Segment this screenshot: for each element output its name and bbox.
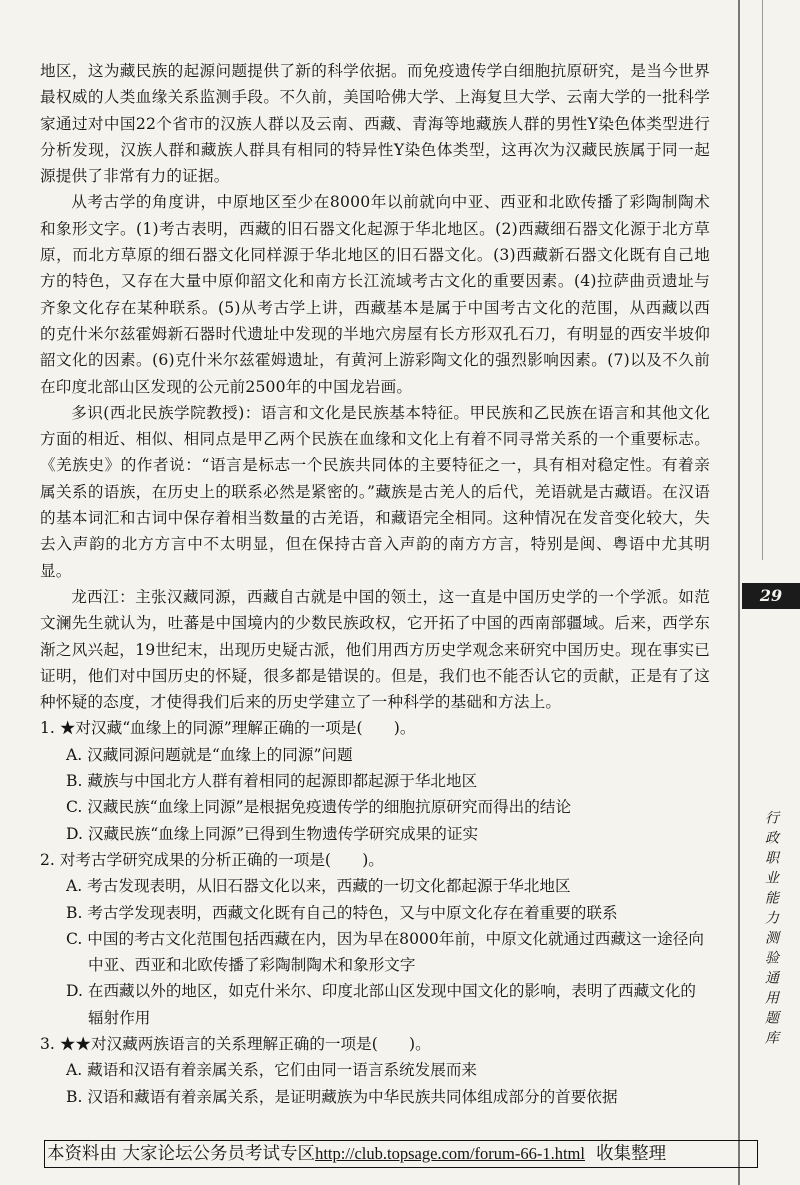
option-d: D. 在西藏以外的地区，如克什米尔、印度北部山区发现中国文化的影响，表明了西藏文化的辐射作用	[66, 982, 697, 1027]
page-number-tab: 29	[742, 583, 800, 609]
question-1	[40, 715, 710, 846]
option-a: A. 汉藏同源问题就是“血缘上的同源”问题	[66, 745, 353, 764]
question-stem: 2. 对考古学研究成果的分析正确的一项是( )。	[40, 850, 384, 869]
paragraph-2: 从考古学的角度讲，中原地区至少在8000年以前就向中亚、西亚和北欧传播了彩陶制陶术和象形文字。(1)考古表明，西藏的旧石器文化起源于华北地区。(2)西藏细石器文化源于北方草原，而北方草原的细石器文化同样源于华北地区的旧石器文化。(3)西藏新石器文化既有自己地方的特色，又存在大量中原仰韶文化和南方长江流域考古文化的重要因素。(4)拉萨曲贡遗址与齐象文化存在某种联系。(5)从考古学上讲，西藏基本是属于中国考古文化的范围，从西藏以西的克什米尔兹霍姆新石器时代遗址中发现的半地穴房屋有长方形双孔石刀，有明显的西安半坡仰韶文化的因素。(6)克什米尔兹霍姆遗址，有黄河上游彩陶文化的强烈影响因素。(7)以及不久前在印度北部山区发现的公元前2500年的中国龙岩画。	[40, 193, 710, 396]
text-column	[40, 58, 710, 1110]
option-b: B. 藏族与中国北方人群有着相同的起源即都起源于华北地区	[66, 772, 478, 791]
paragraph-1: 地区，这为藏民族的起源问题提供了新的科学依据。而免疫遗传学白细胞抗原研究，是当今世界最权威的人类血缘关系监测手段。不久前，美国哈佛大学、上海复旦大学、云南大学的一批科学家通过对中国22个省市的汉族人群以及云南、西藏、青海等地藏族人群的男性Y染色体类型进行分析发现，汉族人群和藏族人群具有相同的特异性Y染色体类型，这再次为汉藏民族属于同一起源提供了非常有力的证据。	[40, 62, 710, 186]
option-d: D. 汉藏民族“血缘上同源”已得到生物遗传学研究成果的证实	[66, 824, 479, 843]
footer-banner	[44, 1140, 758, 1168]
question-3	[40, 1031, 710, 1110]
option-b: B. 汉语和藏语有着亲属关系，是证明藏族为中华民族共同体组成部分的首要依据	[66, 1087, 618, 1106]
page-edge-line-inner	[762, 0, 763, 560]
option-a: A. 藏语和汉语有着亲属关系，它们由同一语言系统发展而来	[66, 1061, 478, 1080]
footer-prefix: 本资料由 大家论坛公务员考试专区	[47, 1144, 316, 1164]
paragraph-3: 多识(西北民族学院教授)：语言和文化是民族基本特征。甲民族和乙民族在语言和其他文化方面的相近、相似、相同点是甲乙两个民族在血缘和文化上有着不同寻常关系的一个重要标志。《羌族史》的作者说：“语言是标志一个民族共同体的主要特征之一，具有相对稳定性。有着亲属关系的语族，在历史上的联系必然是紧密的。”藏族是古羌人的后代，羌语就是古藏语。在汉语的基本词汇和古词中保存着相当数量的古羌语，和藏语完全相同。这种情况在发音变化较大，失去入声韵的北方方言中不太明显，但在保持古音入声韵的南方方言，特别是闽、粤语中尤其明显。	[40, 403, 710, 580]
paragraph-4: 龙西江：主张汉藏同源，西藏自古就是中国的领土，这一直是中国历史学的一个学派。如范文澜先生就认为，吐蕃是中国境内的少数民族政权，它开拓了中国的西南部疆域。后来，西学东渐之风兴起，19世纪末，出现历史疑古派，他们用西方历史学观念来研究中国历史。现在事实已证明，他们对中国历史的怀疑，很多都是错误的。但是，我们也不能否认它的贡献，正是有了这种怀疑的态度，才使得我们后来的历史学建立了一种科学的基础和方法上。	[40, 587, 710, 712]
option-c: C. 中国的考古文化范围包括西藏在内，因为早在8000年前，中原文化就通过西藏这一途径向中亚、西亚和北欧传播了彩陶制陶术和象形文字	[66, 929, 704, 975]
option-a: A. 考古发现表明，从旧石器文化以来，西藏的一切文化都起源于华北地区	[66, 877, 571, 896]
footer-link[interactable]: http://club.topsage.com/forum-66-1.html	[315, 1144, 585, 1163]
footer-suffix: 收集整理	[596, 1144, 667, 1164]
question-stem: 3. ★★对汉藏两族语言的关系理解正确的一项是( )。	[40, 1034, 431, 1053]
option-b: B. 考古学发现表明，西藏文化既有自己的特色，又与中原文化存在着重要的联系	[66, 903, 618, 922]
question-2	[40, 847, 710, 1031]
page-edge-line	[738, 0, 740, 1185]
book-title-vertical: 行政职业能力测验通用题库	[763, 810, 779, 1050]
option-c: C. 汉藏民族“血缘上同源”是根据免疫遗传学的细胞抗原研究而得出的结论	[66, 798, 572, 817]
question-stem: 1. ★对汉藏“血缘上的同源”理解正确的一项是( )。	[40, 719, 416, 738]
